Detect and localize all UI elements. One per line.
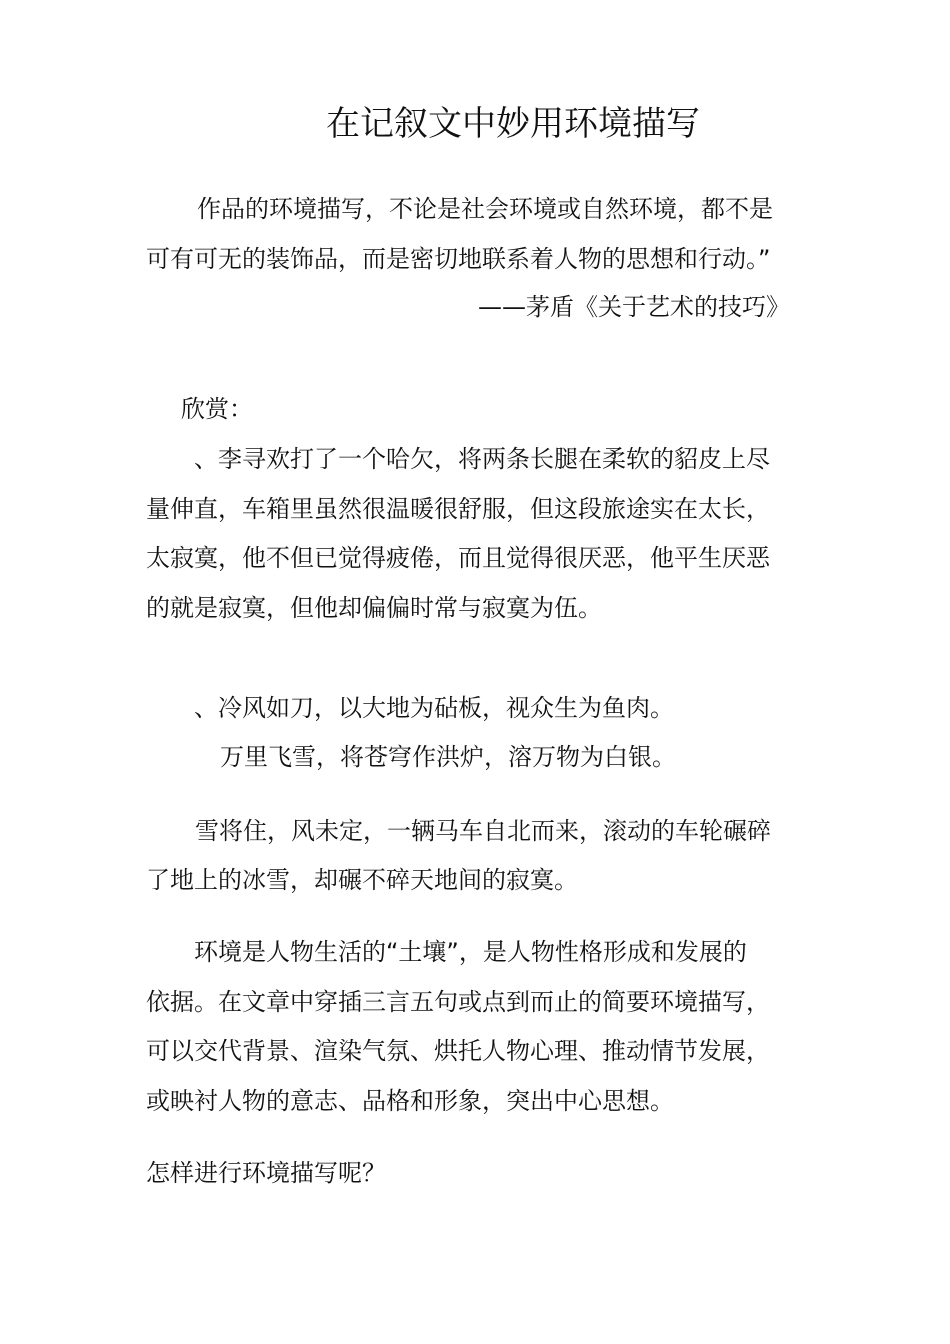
passage-one-line-3: 太寂寞，他不但已觉得疲倦，而且觉得很厌恶，他平生厌恶 [146, 544, 770, 572]
explanation-line-3: 可以交代背景、渲染气氛、烘托人物心理、推动情节发展， [146, 1037, 770, 1065]
quote-attribution: ——茅盾《关于艺术的技巧》 [478, 293, 790, 321]
passage-two-line-2: 万里飞雪，将苍穹作洪炉，溶万物为白银。 [220, 743, 676, 771]
explanation-line-4: 或映衬人物的意志、品格和形象，突出中心思想。 [146, 1087, 674, 1115]
passage-three-line-1: 雪将住，风未定，一辆马车自北而来，滚动的车轮碾碎 [195, 817, 771, 845]
passage-one-line-1: 、李寻欢打了一个哈欠，将两条长腿在柔软的貂皮上尽 [194, 445, 770, 473]
explanation-line-1: 环境是人物生活的“土壤”，是人物性格形成和发展的 [194, 938, 747, 966]
explanation-line-2: 依据。在文章中穿插三言五句或点到而止的简要环境描写， [146, 988, 770, 1016]
passage-three-line-2: 了地上的冰雪，却碾不碎天地间的寂寞。 [146, 866, 578, 894]
quote-line-2: 可有可无的装饰品，而是密切地联系着人物的思想和行动。” [146, 245, 771, 273]
quote-line-1: 作品的环境描写，不论是社会环境或自然环境，都不是 [197, 195, 773, 223]
question-line: 怎样进行环境描写呢？ [146, 1159, 386, 1187]
passage-two-line-1: 、冷风如刀，以大地为砧板，视众生为鱼肉。 [194, 694, 674, 722]
passage-one-line-2: 量伸直，车箱里虽然很温暖很舒服，但这段旅途实在太长， [146, 495, 770, 523]
passage-one-line-4: 的就是寂寞，但他却偏偏时常与寂寞为伍。 [146, 594, 602, 622]
document-title: 在记叙文中妙用环境描写 [326, 104, 700, 144]
appreciation-label: 欣赏： [181, 395, 253, 423]
